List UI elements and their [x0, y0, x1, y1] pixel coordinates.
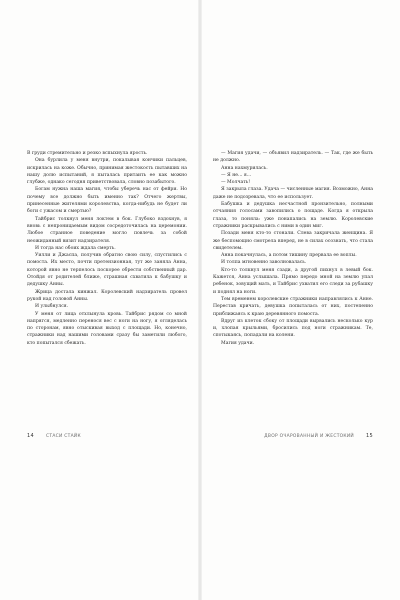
running-head-title: ДВОР ОЧАРОВАННЫЙ И ЖЕСТОКИЙ	[264, 433, 355, 439]
paragraph: Бабушка и дедушка несчастной пронзительно, полными отчаяния голосами завопились о пощаде. Когда я открыла глаза, то поняла: уже понапались на землю. Королевские стражники раскрывались с ними в один миг.	[213, 202, 373, 229]
paragraph: Позади меня кто-то стонали. Слева закричала женщина. Я же беспомощно смотрела вперед, не в силах осознать, что стала свидетелем.	[213, 231, 373, 251]
paragraph: — Молчать!	[221, 180, 251, 186]
paragraph: — Я не... я...	[221, 172, 252, 178]
paragraph: Анна покачнулась, а потом тишину прервала ее воплы.	[221, 253, 357, 259]
paragraph: Жрица достала кинжал. Королевский надзиратель провел рукой над головой Анны.	[27, 289, 187, 302]
paragraph: — Магия удачи, — объявил надзиратель. — Так, где же быть не должно.	[213, 151, 373, 164]
right-page-footer	[264, 431, 373, 441]
page-number: 14	[27, 433, 34, 439]
paragraph: Магия удачи.	[221, 340, 255, 346]
paragraph: Кто-то толкнул меня сзади, а другой пихнул в левый бок. Кажется, Анна услышала. Прямо передо мной на землю упал ребенок, зовущий мать, и Тайбрис ухватил его следи за рубашку и поднял на ноги.	[213, 267, 373, 295]
paragraph: И тогда нас обоих ждала смерть.	[35, 245, 116, 251]
paragraph: И улыбнулся.	[35, 304, 69, 310]
right-page-text	[213, 150, 373, 347]
paragraph: Богам нужна наша магия, чтобы уберечь нас от фейри. Но почему все должно быть именно так? Отчего жертвы, принесенные жителями королевства, когда-нибудь не будет ли боги с ужасом и смертью?	[27, 187, 187, 215]
paragraph: Тайбрис толкнул меня локтем в бок. Глубоко вздохнув, я вновь с непроницаемым видом сосредоточилась на церемонии. Любое странное поведение могло повлечь за собой неожиданный визит надзирателя.	[27, 216, 187, 244]
left-page-footer	[27, 431, 81, 441]
paragraph: Анна нахмурилась.	[221, 165, 268, 171]
page-number: 15	[366, 433, 373, 439]
paragraph: В груди стремительно и резко вспыхнула ярость.	[27, 151, 148, 156]
paragraph: У меня от лица отхлынула кровь. Тайбрис рядом со мной напрягся, медленно перенося вес с ноги на ногу, я огляделась по сторонам, явно отыскивая выход с площади. Но, конечно, стражники над нашими головами сразу бы заметили любого, кто попытался сбежать.	[27, 311, 187, 346]
paragraph: Тем временем королевские стражники направлялись к Анне. Перестав кричать, девушка попыталась от них, постепенно приближаясь к краю деревянного помоста.	[213, 296, 373, 317]
paragraph: Она бурлила у меня внутри, покалывая кончики пальцев, искрилась на коже. Обычно, принимая жестокость пытавших на нашу долю испытаний, я пыталась притаить ее как можно глубже, однако сегодня приветствовала, словно позабытого.	[27, 158, 187, 186]
left-page-text	[27, 150, 187, 347]
paragraph: Я закрыла глаза. Удача — численные магия. Возможно, Анна даже не подозревала, что ее использует.	[213, 187, 373, 200]
paragraph: Уилли и Джаспа, получив обратно свою силу, спустились с помоста. Их место, почти претензионная, тут же заняла Анна, которой явно не терпелось поскорее обрести собственный дар. Отойдя от родителей ближе, страшная схватила к бабушку и дедушку Анны.	[27, 253, 187, 288]
paragraph: И толпа мгновенно заволновалась.	[221, 260, 307, 266]
paragraph: Вдруг из клеток сбоку от площади вырвались несколько кур и, хлопая крыльями, бросились под ноги стражникам. Те, спотыкаясь, попадали на колени.	[213, 318, 373, 339]
running-head-author: СТАСИ СТАЙК	[45, 433, 81, 439]
